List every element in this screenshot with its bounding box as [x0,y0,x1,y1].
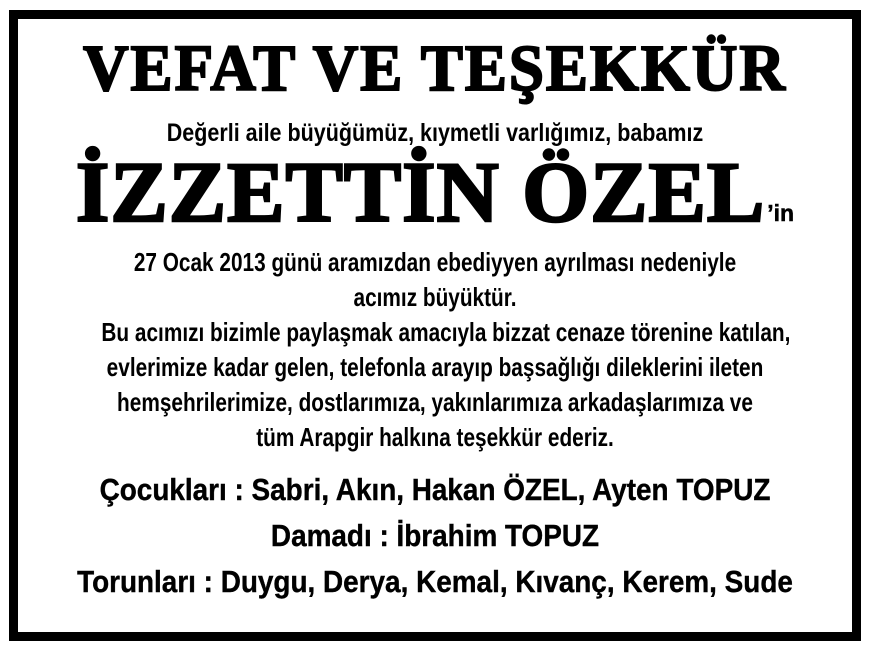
family-line-grandchildren: Torunları : Duygu, Derya, Kemal, Kıvanç, Kerem, Sude [77,564,793,600]
deceased-name: İZZETTİN ÖZEL [75,144,766,241]
announcement-line: acımız büyüktür. [353,282,517,313]
announcement-line: 27 Ocak 2013 günü aramızdan ebediyyen ayrılması nedeniyle [133,247,737,278]
announcement-line: Bu acımızı bizimle paylaşmak amacıyla bizzat cenaze törenine katılan, [101,317,791,348]
announcement-paragraph [18,245,852,455]
family-section [18,467,852,605]
family-line-children: Çocukları : Sabri, Akın, Hakan ÖZEL, Ayten TOPUZ [99,472,771,508]
deceased-name-suffix: ’in [767,200,795,227]
announcement-line: hemşehrilerimize, dostlarımıza, yakınlarımıza arkadaşlarımıza ve [117,387,753,418]
notice-border-frame [9,10,861,641]
notice-intro-line: Değerli aile büyüğümüz, kıymetli varlığımız, babamız [166,118,704,147]
notice-title: VEFAT VE TEŞEKKÜR [83,31,787,105]
deceased-name-line [18,144,852,241]
announcement-line: tüm Arapgir halkına teşekkür ederiz. [256,422,614,453]
family-line-son-in-law: Damadı : İbrahim TOPUZ [270,518,600,554]
announcement-line: evlerimize kadar gelen, telefonla arayıp başsağlığı dileklerini ileten [106,352,764,383]
